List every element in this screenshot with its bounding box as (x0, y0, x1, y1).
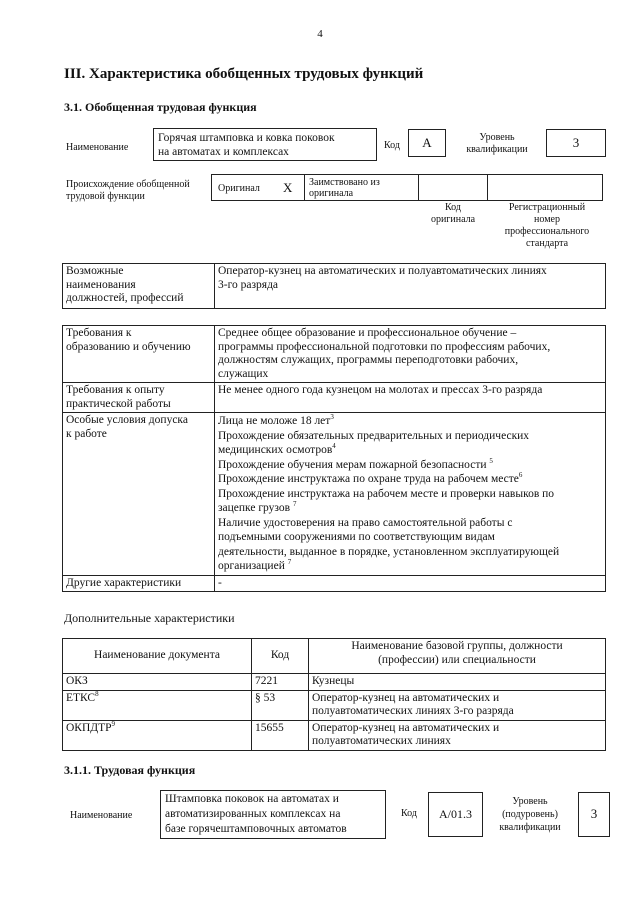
tf-code-label: Код (401, 808, 417, 819)
gtf-code-label: Код (384, 140, 400, 151)
exp-label (63, 383, 215, 413)
origin-code-cell (418, 174, 488, 201)
tf-level-label-3: квалификации (499, 822, 561, 833)
other-label: Другие характеристики (63, 575, 215, 592)
cond-1 (218, 414, 602, 429)
positions-value-2: 3-го разряда (218, 278, 279, 291)
tf-name-3: базе горячештамповочных автоматов (165, 823, 347, 835)
cond-label-1: Особые условия допуска (66, 414, 188, 426)
table-row (63, 720, 606, 750)
positions-label-1: Возможные (66, 265, 124, 277)
tf-level-label (490, 795, 570, 834)
r1-code: 7221 (252, 674, 309, 691)
additional-title: Дополнительные характеристики (64, 611, 235, 625)
positions-value (215, 264, 606, 309)
table-row (63, 690, 606, 720)
cond-2-line-1: Прохождение обязательных предварительных и периодических (218, 429, 530, 442)
origin-label-1: Происхождение обобщенной (66, 179, 190, 190)
origin-code-caption (418, 202, 488, 226)
cond-6-line-3: деятельности, выданное в порядке, установленном эксплуатирующей (218, 545, 560, 558)
r2-name-2: полуавтоматических линиях 3-го разряда (312, 705, 514, 717)
gtf-level-label-2: квалификации (466, 144, 528, 155)
gtf-level-label-1: Уровень (479, 132, 515, 143)
positions-table (62, 263, 606, 309)
origin-label (66, 179, 190, 203)
edu-label-2: образованию и обучению (66, 340, 191, 353)
origin-original-mark: X (283, 180, 293, 195)
exp-label-2: практической работы (66, 397, 171, 410)
tf-code-value: А/01.3 (428, 792, 483, 837)
r2-doc-footnote: 8 (95, 689, 99, 698)
tf-level-value: 3 (578, 792, 610, 837)
edu-label (63, 326, 215, 383)
tf-level-label-1: Уровень (512, 796, 548, 807)
cond-3-footnote: 5 (489, 456, 493, 465)
requirements-table (62, 325, 606, 592)
other-value: - (215, 575, 606, 592)
positions-label-2: наименования (66, 278, 136, 291)
cond-1-footnote: 3 (330, 413, 334, 422)
r1-name: Кузнецы (309, 674, 606, 691)
origin-reg-caption-4: стандарта (525, 238, 569, 249)
origin-reg-cell (487, 174, 603, 201)
cond-6-line-1: Наличие удостоверения на право самостоятельной работы с (218, 516, 513, 529)
col-code-header: Код (252, 639, 309, 674)
origin-code-caption-1: Код (445, 202, 461, 213)
edu-value-4: служащих (218, 367, 269, 380)
positions-label (63, 264, 215, 309)
cond-value (215, 413, 606, 576)
edu-label-1: Требования к (66, 327, 132, 339)
tf-name-value (160, 790, 386, 839)
r3-name-1: Оператор-кузнец на автоматических и (312, 721, 500, 734)
cond-6-line-4 (218, 559, 602, 574)
col-name-header-1: Наименование базовой группы, должности (351, 640, 563, 652)
r2-doc (63, 690, 252, 720)
edu-value-3: должностям служащих, программы переподготовки рабочих, (218, 354, 519, 366)
origin-label-2: трудовой функции (66, 191, 145, 202)
section-title: III. Характеристика обобщенных трудовых функций (64, 66, 424, 82)
gtf-name-line-2: на автоматах и комплексах (158, 146, 289, 158)
origin-borrowed-label-1: Заимствовано из (309, 177, 380, 188)
edu-value (215, 326, 606, 383)
cond-5-text: зацепке грузов (218, 502, 291, 514)
r2-name (309, 690, 606, 720)
col-name-header-2: (профессии) или специальности (378, 653, 536, 666)
origin-reg-caption (492, 202, 602, 250)
positions-label-3: должностей, профессий (66, 292, 184, 304)
cond-1-text: Лица не моложе 18 лет (218, 415, 331, 427)
gtf-name-value (153, 128, 377, 161)
exp-value: Не менее одного года кузнецом на молотах и прессах 3-го разряда (215, 383, 606, 413)
cond-3 (218, 458, 602, 473)
gtf-name-line-1: Горячая штамповка и ковка поковок (158, 132, 335, 144)
subsection-title: 3.1. Обобщенная трудовая функция (64, 100, 257, 114)
cond-2-line-2 (218, 443, 602, 458)
cond-5-line-2 (218, 501, 602, 516)
exp-label-1: Требования к опыту (66, 384, 165, 396)
edu-value-2: программы профессиональной подготовки по профессиям рабочих, (218, 340, 551, 353)
tf-title: 3.1.1. Трудовая функция (64, 763, 196, 777)
cond-label-2: к работе (66, 427, 107, 440)
cond-2-footnote: 4 (332, 442, 336, 451)
cond-2-text: медицинских осмотров (218, 444, 333, 456)
gtf-level-label (452, 132, 542, 156)
edu-value-1: Среднее общее образование и профессиональное обучение – (218, 327, 517, 339)
cond-4-text: Прохождение инструктажа по охране труда на рабочем месте (218, 473, 519, 485)
cond-3-text: Прохождение обучения мерам пожарной безопасности (218, 458, 487, 471)
cond-5-footnote: 7 (292, 500, 297, 509)
origin-reg-caption-2: номер (534, 214, 560, 225)
additional-table (62, 638, 606, 751)
origin-reg-caption-1: Регистрационный (508, 202, 586, 213)
cond-label (63, 413, 215, 576)
cond-6-footnote: 7 (287, 558, 292, 567)
gtf-name-label: Наименование (66, 142, 129, 153)
origin-borrowed-cell (304, 174, 419, 201)
r3-doc-footnote: 9 (111, 719, 116, 728)
origin-original-label: Оригинал (218, 183, 260, 194)
r3-code: 15655 (252, 720, 309, 750)
col-name-header (309, 639, 606, 674)
cond-5-line-1: Прохождение инструктажа на рабочем месте и проверки навыков по (218, 487, 555, 500)
gtf-code-value: А (408, 129, 446, 157)
cond-4 (218, 472, 602, 487)
col-doc-header: Наименование документа (63, 639, 252, 674)
positions-value-1: Оператор-кузнец на автоматических и полуавтоматических линиях (218, 265, 547, 277)
cond-6-line-2: подъемными сооружениями по соответствующим видам (218, 531, 495, 543)
r3-doc-text: ОКПДТР (66, 721, 112, 734)
tf-name-2: автоматизированных комплексах на (165, 808, 341, 820)
gtf-level-value: 3 (546, 129, 606, 157)
r2-name-1: Оператор-кузнец на автоматических и (312, 691, 500, 704)
page-number: 4 (317, 28, 323, 40)
table-row (63, 674, 606, 691)
r2-code: § 53 (252, 690, 309, 720)
r2-doc-text: ЕТКС (66, 691, 96, 704)
tf-name-label: Наименование (70, 810, 133, 821)
origin-borrowed-label-2: оригинала (309, 188, 354, 199)
tf-level-label-2: (подуровень) (502, 809, 558, 820)
r3-doc (63, 720, 252, 750)
cond-4-footnote: 6 (518, 471, 523, 480)
r3-name (309, 720, 606, 750)
origin-code-caption-2: оригинала (430, 214, 476, 225)
origin-reg-caption-3: профессионального (504, 226, 590, 237)
r1-doc: ОКЗ (63, 674, 252, 691)
origin-original-cell (211, 174, 305, 201)
tf-name-1: Штамповка поковок на автоматах и (165, 793, 339, 805)
r3-name-2: полуавтоматических линиях (312, 735, 451, 747)
cond-6-text: организацией (218, 560, 285, 572)
